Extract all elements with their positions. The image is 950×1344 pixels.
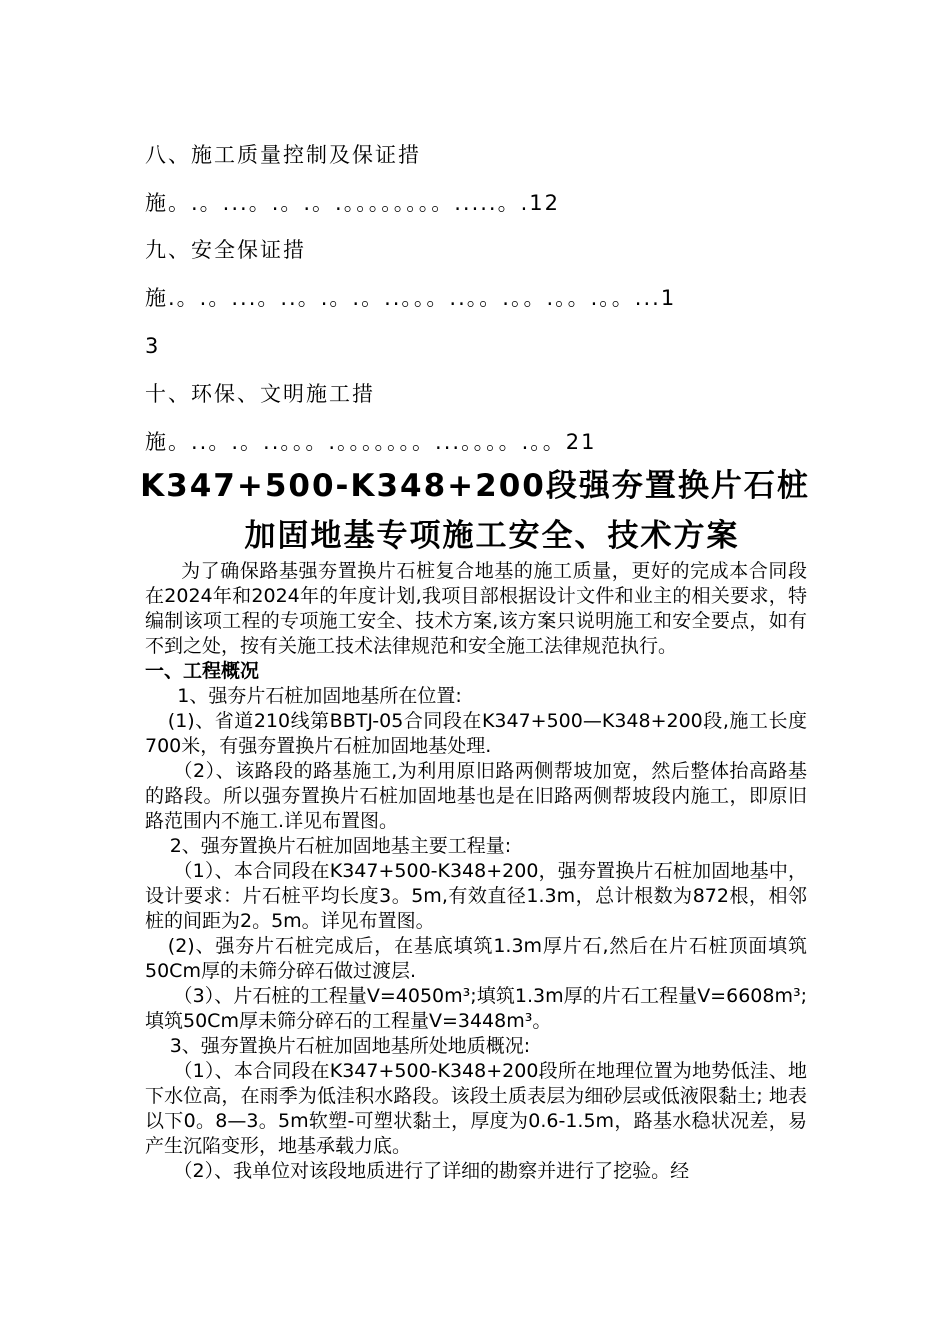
paragraph-quantities-2: (2)、强夯片石桩完成后，在基底填筑1.3m厚片石,然后在片石桩顶面填筑50Cm厚的未筛分碎石做过渡层. bbox=[145, 935, 807, 982]
paragraph-geology-2: （2）、我单位对该段地质进行了详细的勘察并进行了挖验。经 bbox=[173, 1160, 690, 1182]
document-title-line-2: 加固地基专项施工安全、技术方案 bbox=[244, 518, 740, 554]
toc-entry-8: 八、施工质量控制及保证措 bbox=[145, 143, 421, 167]
paragraph-location-2: （2）、该路段的路基施工,为利用原旧路两侧帮坡加宽，然后整体抬高路基的路段。所以强夯置换片石桩加固地基也是在旧路两侧帮坡段内施工，即原旧路范围内不施工.详见布置图。 bbox=[145, 760, 807, 832]
toc-entry-9-page-cont: 3 bbox=[145, 334, 161, 358]
paragraph-location-1: (1)、省道210线第BBTJ-05合同段在K347+500—K348+200段,施工长度700米，有强夯置换片石桩加固地基处理. bbox=[145, 710, 807, 757]
paragraph-quantities-3: （3）、片石桩的工程量V=4050m³;填筑1.3m厚的片石工程量V=6608m³; 填筑50Cm厚未筛分碎石的工程量V=3448m³。 bbox=[145, 985, 807, 1032]
paragraph-quantities-1: （1）、本合同段在K347+500-K348+200，强夯置换片石桩加固地基中，设计要求：片石桩平均长度3。5m,有效直径1.3m，总计根数为872根，相邻桩的间距为2。5m。详见布置图。 bbox=[145, 860, 807, 932]
intro-paragraph: 为了确保路基强夯置换片石桩复合地基的施工质量，更好的完成本合同段在2024年和2024年的年度计划,我项目部根据设计文件和业主的相关要求，特编制该项工程的专项施工安全、技术方案,该方案只说明施工和安全要点，如有不到之处，按有关施工技术法律规范和安全施工法律规范执行。 bbox=[145, 560, 807, 657]
subsection-location: 1、强夯片石桩加固地基所在位置: bbox=[177, 685, 462, 707]
document-title-line-1: K347+500-K348+200段强夯置换片石桩 bbox=[140, 468, 810, 504]
section-heading-overview: 一、工程概况 bbox=[145, 660, 260, 682]
toc-entry-9: 九、安全保证措 bbox=[145, 238, 306, 262]
toc-entry-8-page: 施。.。...。.。.。.。。。。。。。。.....。.12 bbox=[145, 191, 560, 215]
document-body bbox=[145, 559, 807, 1184]
toc-entry-10: 十、环保、文明施工措 bbox=[145, 382, 375, 406]
paragraph-geology-1: （1）、本合同段在K347+500-K348+200段所在地理位置为地势低洼、地下水位高，在雨季为低洼积水路段。该段土质表层为细砂层或低液限黏土; 地表以下0。8—3。5m软塑-可塑状黏土，厚度为0.6-1.5m，路基水稳状况差，易产生沉陷变形，地基承载力底。 bbox=[145, 1060, 807, 1157]
subsection-geology: 3、强夯置换片石桩加固地基所处地质概况: bbox=[169, 1035, 531, 1057]
toc-entry-10-page: 施。..。.。..。。。.。。。。。。。...。。。。.。。21 bbox=[145, 430, 597, 454]
toc-entry-9-page: 施.。.。...。..。.。.。..。。。..。。.。。.。。.。。...1 bbox=[145, 286, 677, 310]
subsection-quantities: 2、强夯置换片石桩加固地基主要工程量: bbox=[169, 835, 512, 857]
